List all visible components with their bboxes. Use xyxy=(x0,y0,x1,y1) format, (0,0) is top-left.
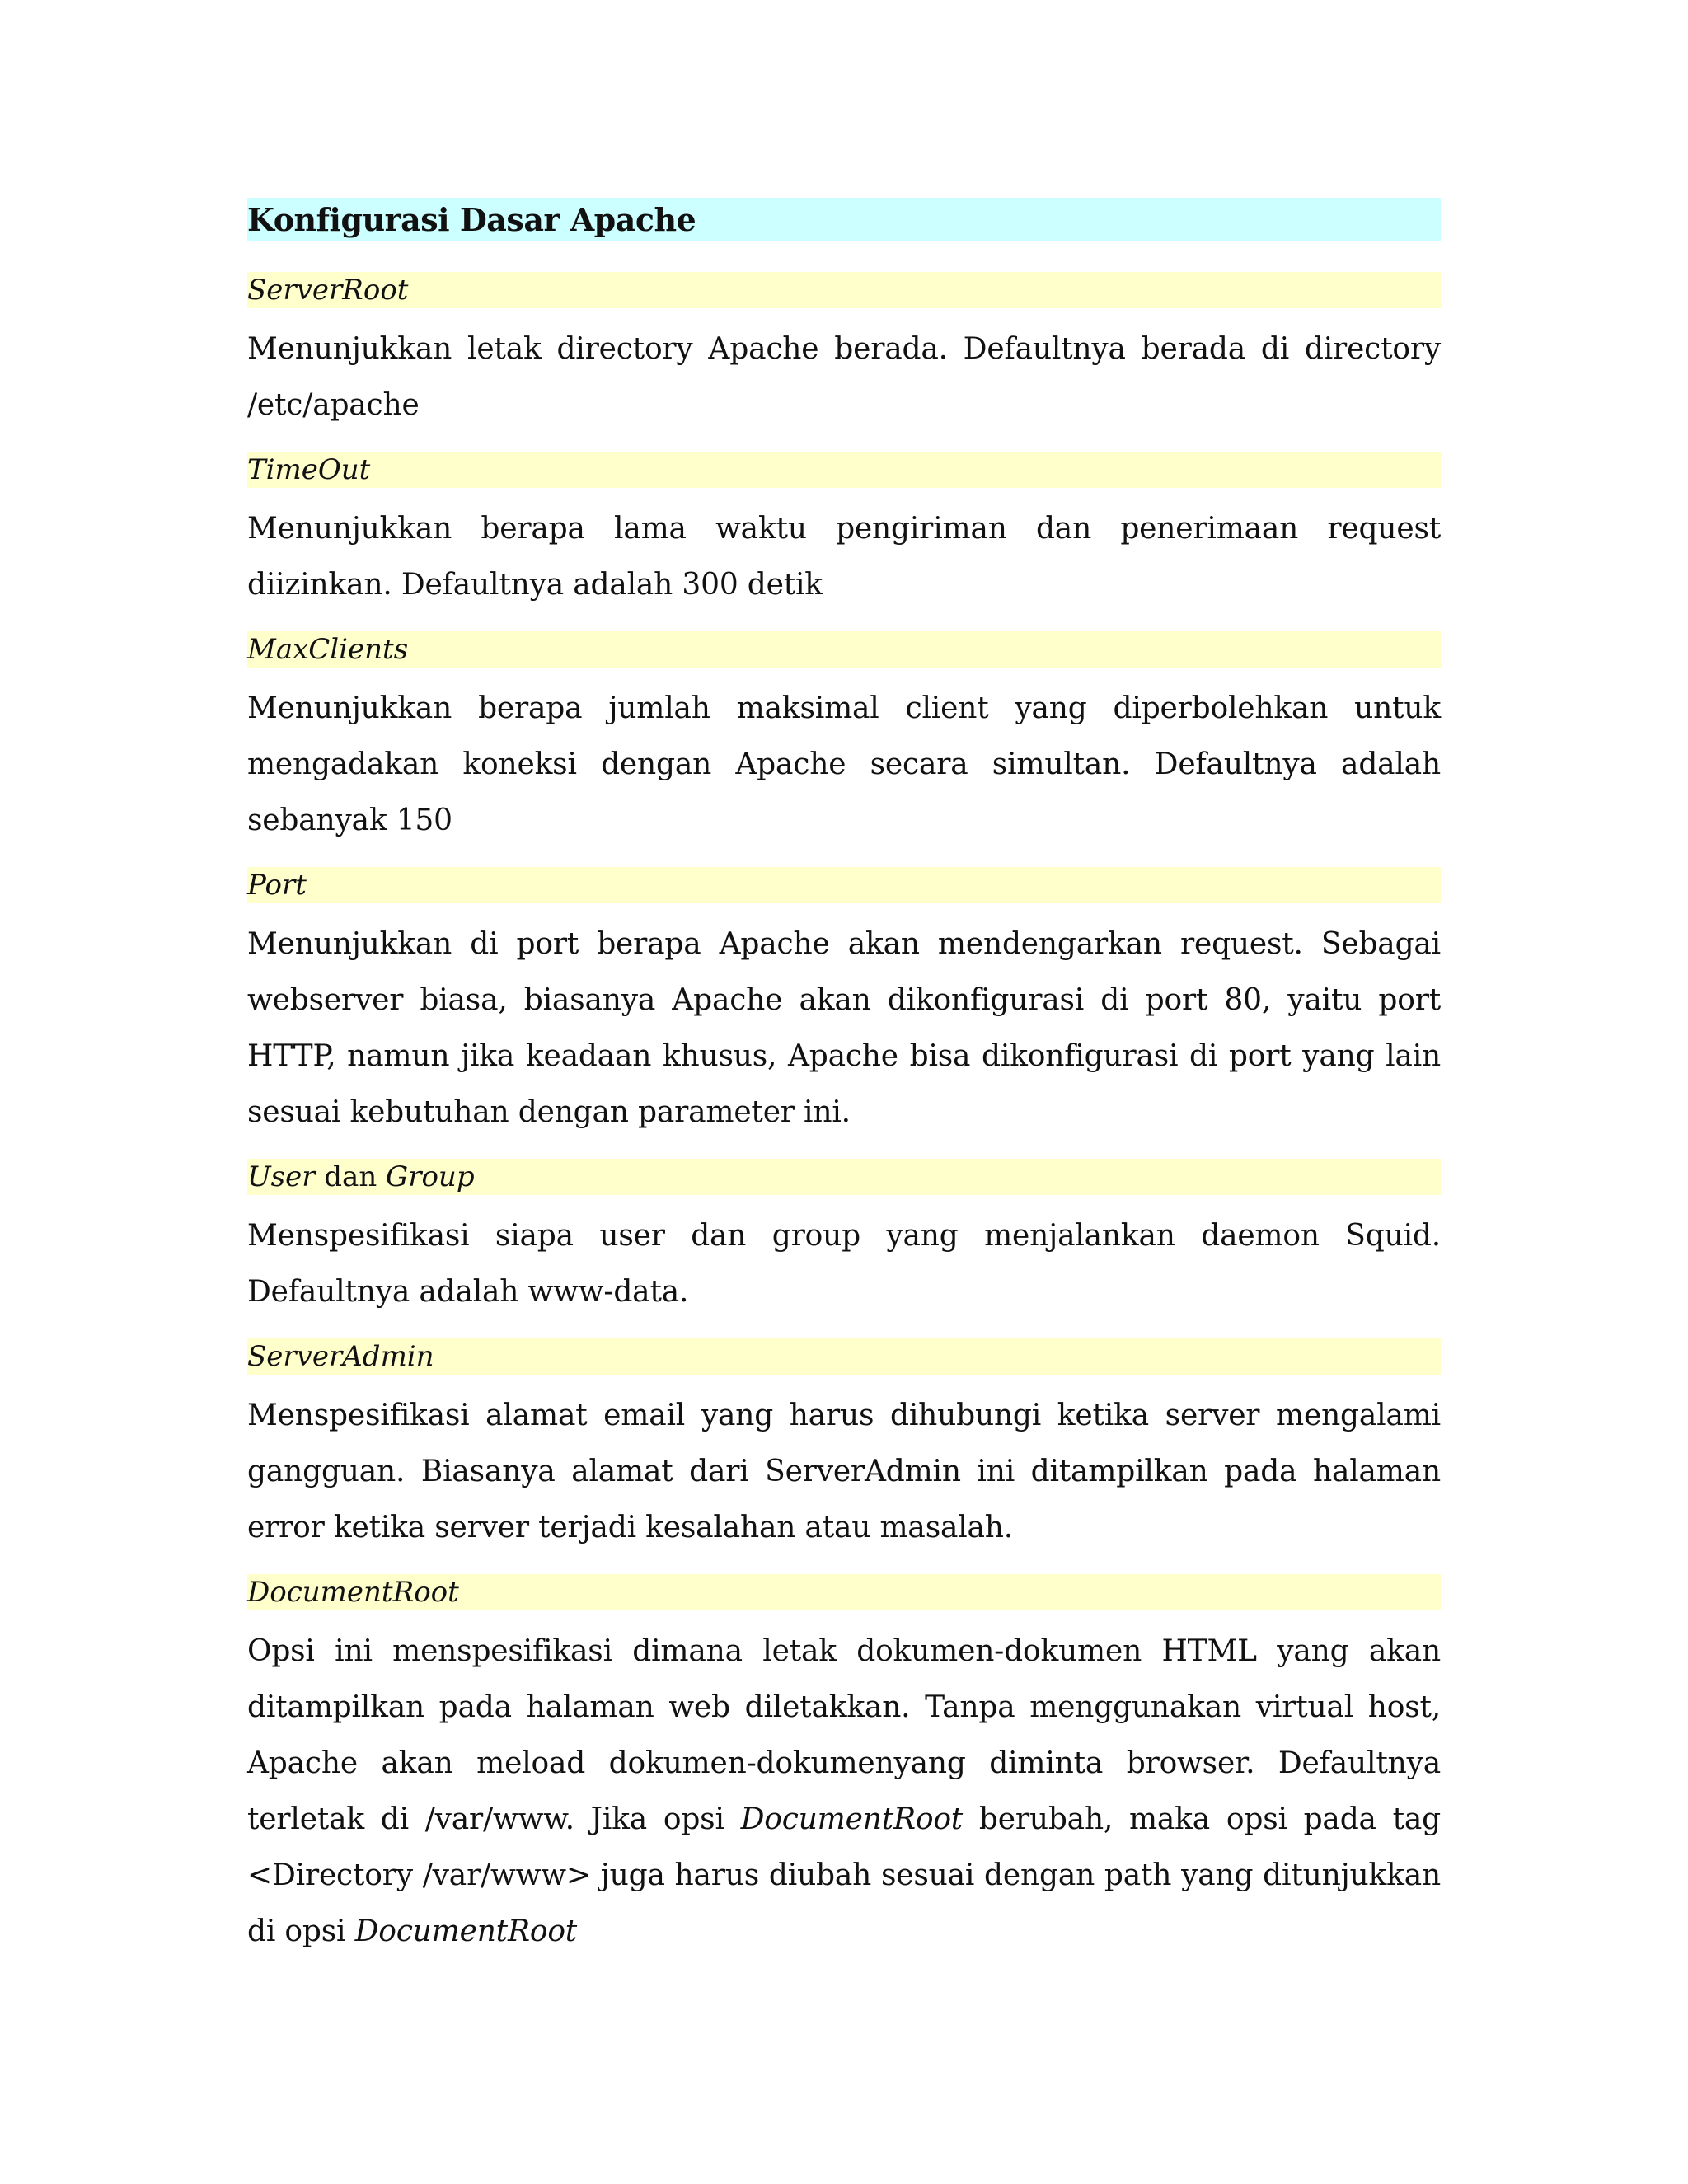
term-serveradmin xyxy=(247,1338,1441,1375)
term-label: Port xyxy=(247,869,307,902)
description-text: berubah, maka opsi pada tag <Directory /var/www> juga harus diubah sesuai dengan path yang ditunjukkan di opsi xyxy=(247,1802,1441,1948)
description-serveradmin: Menspesifikasi alamat email yang harus dihubungi ketika server mengalami gangguan. Biasanya alamat dari ServerAdmin ini ditampilkan pada halaman error ketika server terjadi kesalahan atau masalah. xyxy=(247,1399,1441,1544)
description-documentroot xyxy=(247,1624,1441,1960)
description-port: Menunjukkan di port berapa Apache akan mendengarkan request. Sebagai webserver biasa, biasanya Apache akan dikonfigurasi di port 80, yaitu port HTTP, namun jika keadaan khusus, Apache bisa dikonfigurasi di port yang lain sesuai kebutuhan dengan parameter ini. xyxy=(247,927,1441,1129)
description-user-group: Menspesifikasi siapa user dan group yang menjalankan daemon Squid. Defaultnya adalah www-data. xyxy=(247,1219,1441,1309)
title-bar xyxy=(247,198,1441,241)
page-title: Konfigurasi Dasar Apache xyxy=(247,200,696,238)
term-user-group xyxy=(247,1159,1441,1195)
document-page xyxy=(247,198,1441,1978)
term-label-join: dan xyxy=(315,1160,387,1193)
term-label: ServerRoot xyxy=(247,274,409,307)
description-serverroot: Menunjukkan letak directory Apache berada. Defaultnya berada di directory /etc/apache xyxy=(247,332,1441,422)
term-label: TimeOut xyxy=(247,453,371,486)
term-documentroot xyxy=(247,1574,1441,1610)
term-label: ServerAdmin xyxy=(247,1340,434,1373)
term-timeout xyxy=(247,452,1441,488)
description-emphasis: DocumentRoot xyxy=(354,1915,578,1948)
term-label: MaxClients xyxy=(247,633,409,666)
term-maxclients xyxy=(247,631,1441,668)
term-label-group: Group xyxy=(386,1160,475,1193)
term-port xyxy=(247,867,1441,903)
term-serverroot xyxy=(247,272,1441,308)
description-emphasis: DocumentRoot xyxy=(740,1802,964,1836)
term-label: DocumentRoot xyxy=(247,1576,459,1609)
description-maxclients: Menunjukkan berapa jumlah maksimal client yang diperbolehkan untuk mengadakan koneksi dengan Apache secara simultan. Defaultnya adalah sebanyak 150 xyxy=(247,691,1441,837)
term-label-user: User xyxy=(247,1160,316,1193)
description-text: Opsi ini menspesifikasi dimana letak dokumen-dokumen HTML yang akan ditampilkan pada halaman web diletakkan. Tanpa menggunakan virtual host, Apache akan meload dokumen-dokumenyang diminta browser. Defaultnya terletak di /var/www. Jika opsi xyxy=(247,1634,1441,1836)
description-timeout: Menunjukkan berapa lama waktu pengiriman dan penerimaan request diizinkan. Defaultnya adalah 300 detik xyxy=(247,512,1441,602)
